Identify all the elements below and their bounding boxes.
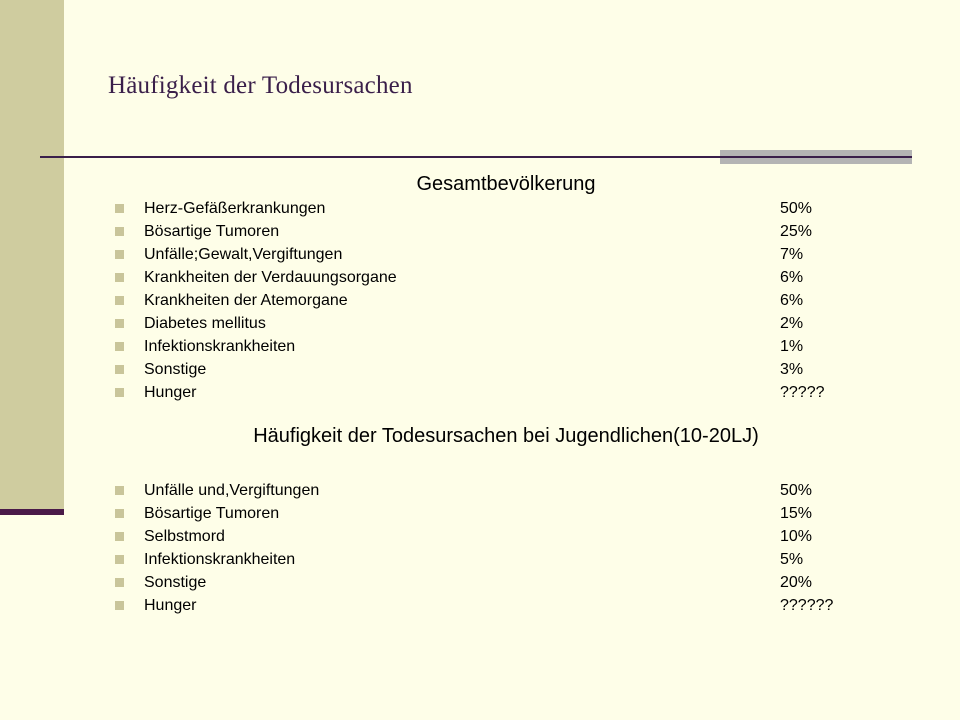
cause-percentage: ????? xyxy=(780,384,825,401)
cause-percentage: 3% xyxy=(780,361,804,378)
cause-percentage: ?????? xyxy=(780,597,834,614)
cause-label: Unfälle;Gewalt,Vergiftungen xyxy=(144,246,343,263)
divider-accent-line xyxy=(720,156,912,158)
cause-label: Bösartige Tumoren xyxy=(144,505,280,522)
cause-percentage: 7% xyxy=(780,246,804,263)
square-bullet-icon xyxy=(115,319,124,328)
cause-label: Herz-Gefäßerkrankungen xyxy=(144,200,326,217)
square-bullet-icon xyxy=(115,388,124,397)
cause-label: Hunger xyxy=(144,384,197,401)
square-bullet-icon xyxy=(115,486,124,495)
square-bullet-icon xyxy=(115,250,124,259)
cause-label: Infektionskrankheiten xyxy=(144,551,296,568)
cause-percentage: 1% xyxy=(780,338,804,355)
square-bullet-icon xyxy=(115,509,124,518)
square-bullet-icon xyxy=(115,365,124,374)
cause-label: Unfälle und,Vergiftungen xyxy=(144,482,320,499)
cause-percentage: 20% xyxy=(780,574,813,591)
section-heading-total-population: Gesamtbevölkerung xyxy=(416,173,596,195)
square-bullet-icon xyxy=(115,296,124,305)
square-bullet-icon xyxy=(115,578,124,587)
square-bullet-icon xyxy=(115,204,124,213)
square-bullet-icon xyxy=(115,227,124,236)
square-bullet-icon xyxy=(115,342,124,351)
cause-percentage: 50% xyxy=(780,482,813,499)
cause-label: Selbstmord xyxy=(144,528,225,545)
cause-label: Sonstige xyxy=(144,574,207,591)
slide-title: Häufigkeit der Todesursachen xyxy=(108,72,413,99)
cause-label: Bösartige Tumoren xyxy=(144,223,280,240)
section-heading-youth: Häufigkeit der Todesursachen bei Jugendlichen(10-20LJ) xyxy=(253,425,759,447)
cause-label: Sonstige xyxy=(144,361,207,378)
cause-percentage: 6% xyxy=(780,269,804,286)
square-bullet-icon xyxy=(115,532,124,541)
cause-label: Hunger xyxy=(144,597,197,614)
left-band-accent xyxy=(0,509,64,515)
cause-percentage: 50% xyxy=(780,200,813,217)
cause-label: Infektionskrankheiten xyxy=(144,338,296,355)
square-bullet-icon xyxy=(115,601,124,610)
cause-label: Krankheiten der Atemorgane xyxy=(144,292,348,309)
cause-percentage: 2% xyxy=(780,315,804,332)
cause-percentage: 6% xyxy=(780,292,804,309)
cause-label: Krankheiten der Verdauungsorgane xyxy=(144,269,397,286)
cause-percentage: 25% xyxy=(780,223,813,240)
square-bullet-icon xyxy=(115,555,124,564)
cause-label: Diabetes mellitus xyxy=(144,315,266,332)
cause-percentage: 10% xyxy=(780,528,813,545)
square-bullet-icon xyxy=(115,273,124,282)
cause-percentage: 15% xyxy=(780,505,813,522)
cause-percentage: 5% xyxy=(780,551,804,568)
